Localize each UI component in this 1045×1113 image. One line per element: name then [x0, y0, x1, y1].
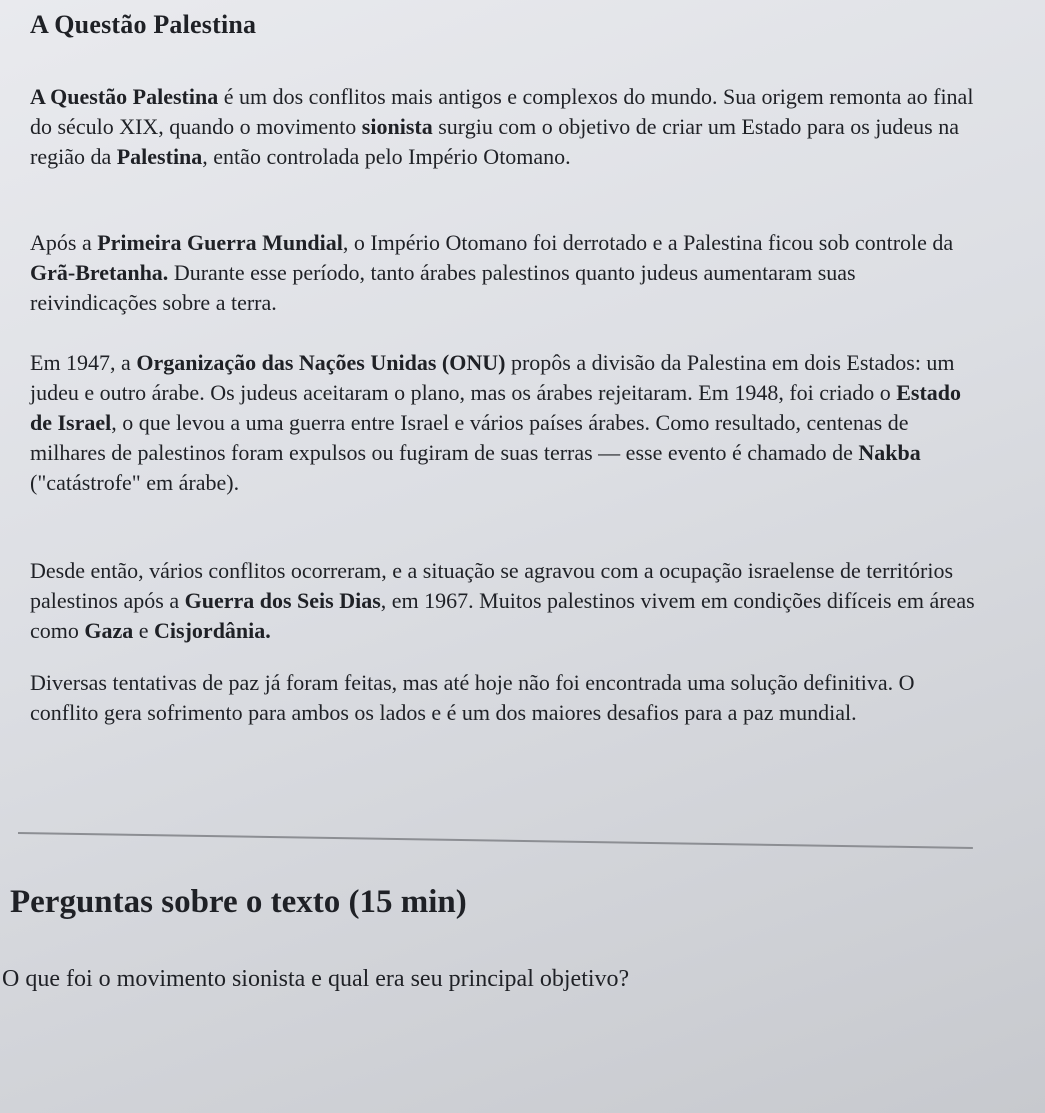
text-run: , então controlada pelo Império Otomano.	[202, 144, 571, 169]
text-run: surgiu com o objetivo de criar um Estado para os judeus na região da	[30, 114, 959, 169]
text-run: , o que levou a uma guerra entre Israel e vários países árabes. Como resultado, centenas de milhares de palestinos foram expulsos ou fugiram de suas terras — esse evento é chamado de	[30, 410, 909, 465]
section-divider	[18, 832, 973, 849]
paragraph-un-partition	[30, 348, 985, 498]
bold-text-run: Gaza	[84, 618, 134, 643]
bold-text-run: Palestina	[116, 144, 203, 169]
bold-text-run: Organização das Nações Unidas (ONU)	[136, 350, 506, 375]
question-item: O que foi o movimento sionista e qual era seu principal objetivo?	[2, 966, 630, 992]
text-run: e	[133, 618, 155, 643]
bold-text-run: Primeira Guerra Mundial	[97, 230, 343, 255]
text-run: Após a	[30, 230, 98, 255]
text-run: propôs a divisão da Palestina em dois Estados: um judeu e outro árabe. Os judeus aceitaram o plano, mas os árabes rejeitaram. Em 1948, foi criado o	[30, 350, 955, 405]
paragraph-peace-attempts	[30, 668, 985, 728]
text-run: ("catástrofe" em árabe).	[30, 470, 240, 495]
paragraph-world-war	[30, 228, 985, 318]
text-run: , o Império Otomano foi derrotado e a Palestina ficou sob controle da	[342, 230, 954, 255]
bold-text-run: A Questão Palestina	[30, 84, 219, 109]
text-run: Desde então, vários conflitos ocorreram, e a situação se agravou com a ocupação israelense de territórios palestinos após a	[30, 558, 954, 613]
text-run: Diversas tentativas de paz já foram feitas, mas até hoje não foi encontrada uma solução definitiva. O conflito gera sofrimento para ambos os lados e é um dos maiores desafios para a paz mundial.	[30, 670, 915, 725]
text-run: , em 1967. Muitos palestinos vivem em condições difíceis em áreas como	[30, 588, 975, 643]
questions-heading: Perguntas sobre o texto (15 min)	[10, 884, 467, 920]
text-run: é um dos conflitos mais antigos e complexos do mundo. Sua origem remonta ao final do século XIX, quando o movimento	[30, 84, 974, 139]
document-title: A Questão Palestina	[30, 10, 257, 39]
text-run: Em 1947, a	[30, 350, 137, 375]
bold-text-run: Cisjordânia.	[154, 618, 271, 643]
bold-text-run: Guerra dos Seis Dias	[184, 588, 381, 613]
bold-text-run: Estado de Israel	[30, 380, 962, 435]
text-run: Durante esse período, tanto árabes palestinos quanto judeus aumentaram suas reivindicações sobre a terra.	[30, 260, 856, 315]
paragraph-six-day-war	[30, 556, 985, 646]
bold-text-run: Grã-Bretanha.	[30, 260, 169, 285]
paragraph-intro	[30, 82, 985, 172]
bold-text-run: Nakba	[858, 440, 921, 465]
bold-text-run: sionista	[361, 114, 433, 139]
